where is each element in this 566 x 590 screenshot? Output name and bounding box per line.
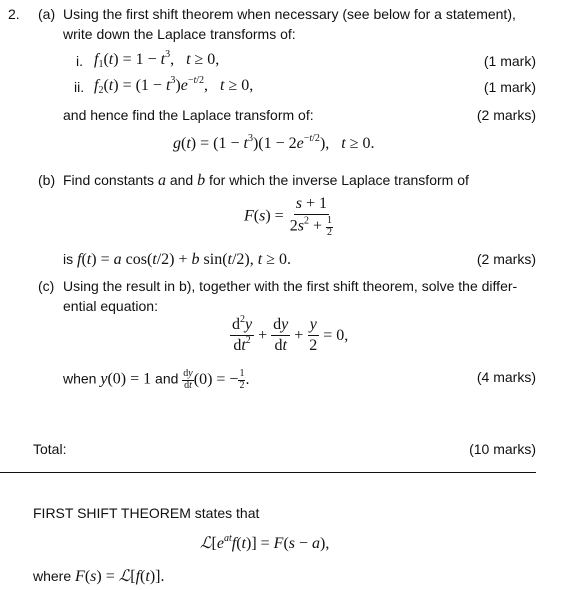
item-ii-formula: $f_2(t) = (1 - t^3)e^{-t/2}$, t ≥ 0, <box>94 75 254 96</box>
part-b-marks: (2 marks) <box>476 251 536 267</box>
theorem-heading: FIRST SHIFT THEOREM states that <box>33 505 260 521</box>
question-number: 2. <box>8 6 20 22</box>
part-a-intro-line2: write down the Laplace transforms of: <box>63 26 296 42</box>
item-i-marks: (1 mark) <box>483 53 536 69</box>
part-b-text: Find constants a and b for which the inverse Laplace transform of <box>63 172 469 189</box>
total-label: Total: <box>33 441 67 457</box>
item-ii-marks: (1 mark) <box>483 79 536 95</box>
part-b-f-line: is f(t) = a cos(t/2) + b sin(t/2), t ≥ 0. <box>63 251 291 268</box>
hence-marks: (2 marks) <box>476 107 536 123</box>
part-b-label: (b) <box>38 172 56 188</box>
F-formula: F(s) = s + 1 $2s^2$ + $\frac{1}{2}$ <box>244 195 332 238</box>
total-marks: (10 marks) <box>469 441 536 457</box>
ode-formula: $\frac{d^2y}{dt^2}$ + $\frac{dy}{dt}$ + $\frac{y}{2}$ = 0, <box>232 314 349 355</box>
part-a-intro-line1: Using the first shift theorem when necessary (see below for a statement), <box>63 6 516 22</box>
initial-conditions: when y(0) = 1 and $\frac{dy}{dt}$ (0) = − $\frac{1}{2}$ . <box>63 368 250 391</box>
and-text: and <box>155 370 179 387</box>
g-formula: $g(t) = (1 - t^3)(1 - 2e^{-t/2})$, t ≥ 0. <box>173 133 375 152</box>
theorem-formula: $ℒ[e^{at}f(t)] = F(s - a)$, <box>200 533 330 552</box>
where-text: where <box>33 568 72 584</box>
hence-text: and hence find the Laplace transform of: <box>63 107 314 123</box>
part-c-marks: (4 marks) <box>476 369 536 385</box>
section-divider <box>0 472 536 473</box>
part-c-text-line2: ential equation: <box>63 298 158 314</box>
item-i-formula: $f_1(t) = 1 - t^3$, t ≥ 0, <box>94 49 220 70</box>
item-i-label: i. <box>76 53 83 69</box>
part-c-label: (c) <box>38 278 55 294</box>
when-text: when <box>63 370 97 387</box>
item-ii-label: ii. <box>74 79 85 95</box>
is-text: is <box>63 251 74 267</box>
part-c-text-line1: Using the result in b), together with the first shift theorem, solve the differ- <box>63 278 518 294</box>
theorem-where: where F(s) = ℒ[f(t)]. <box>33 568 165 585</box>
part-a-label: (a) <box>38 6 56 22</box>
